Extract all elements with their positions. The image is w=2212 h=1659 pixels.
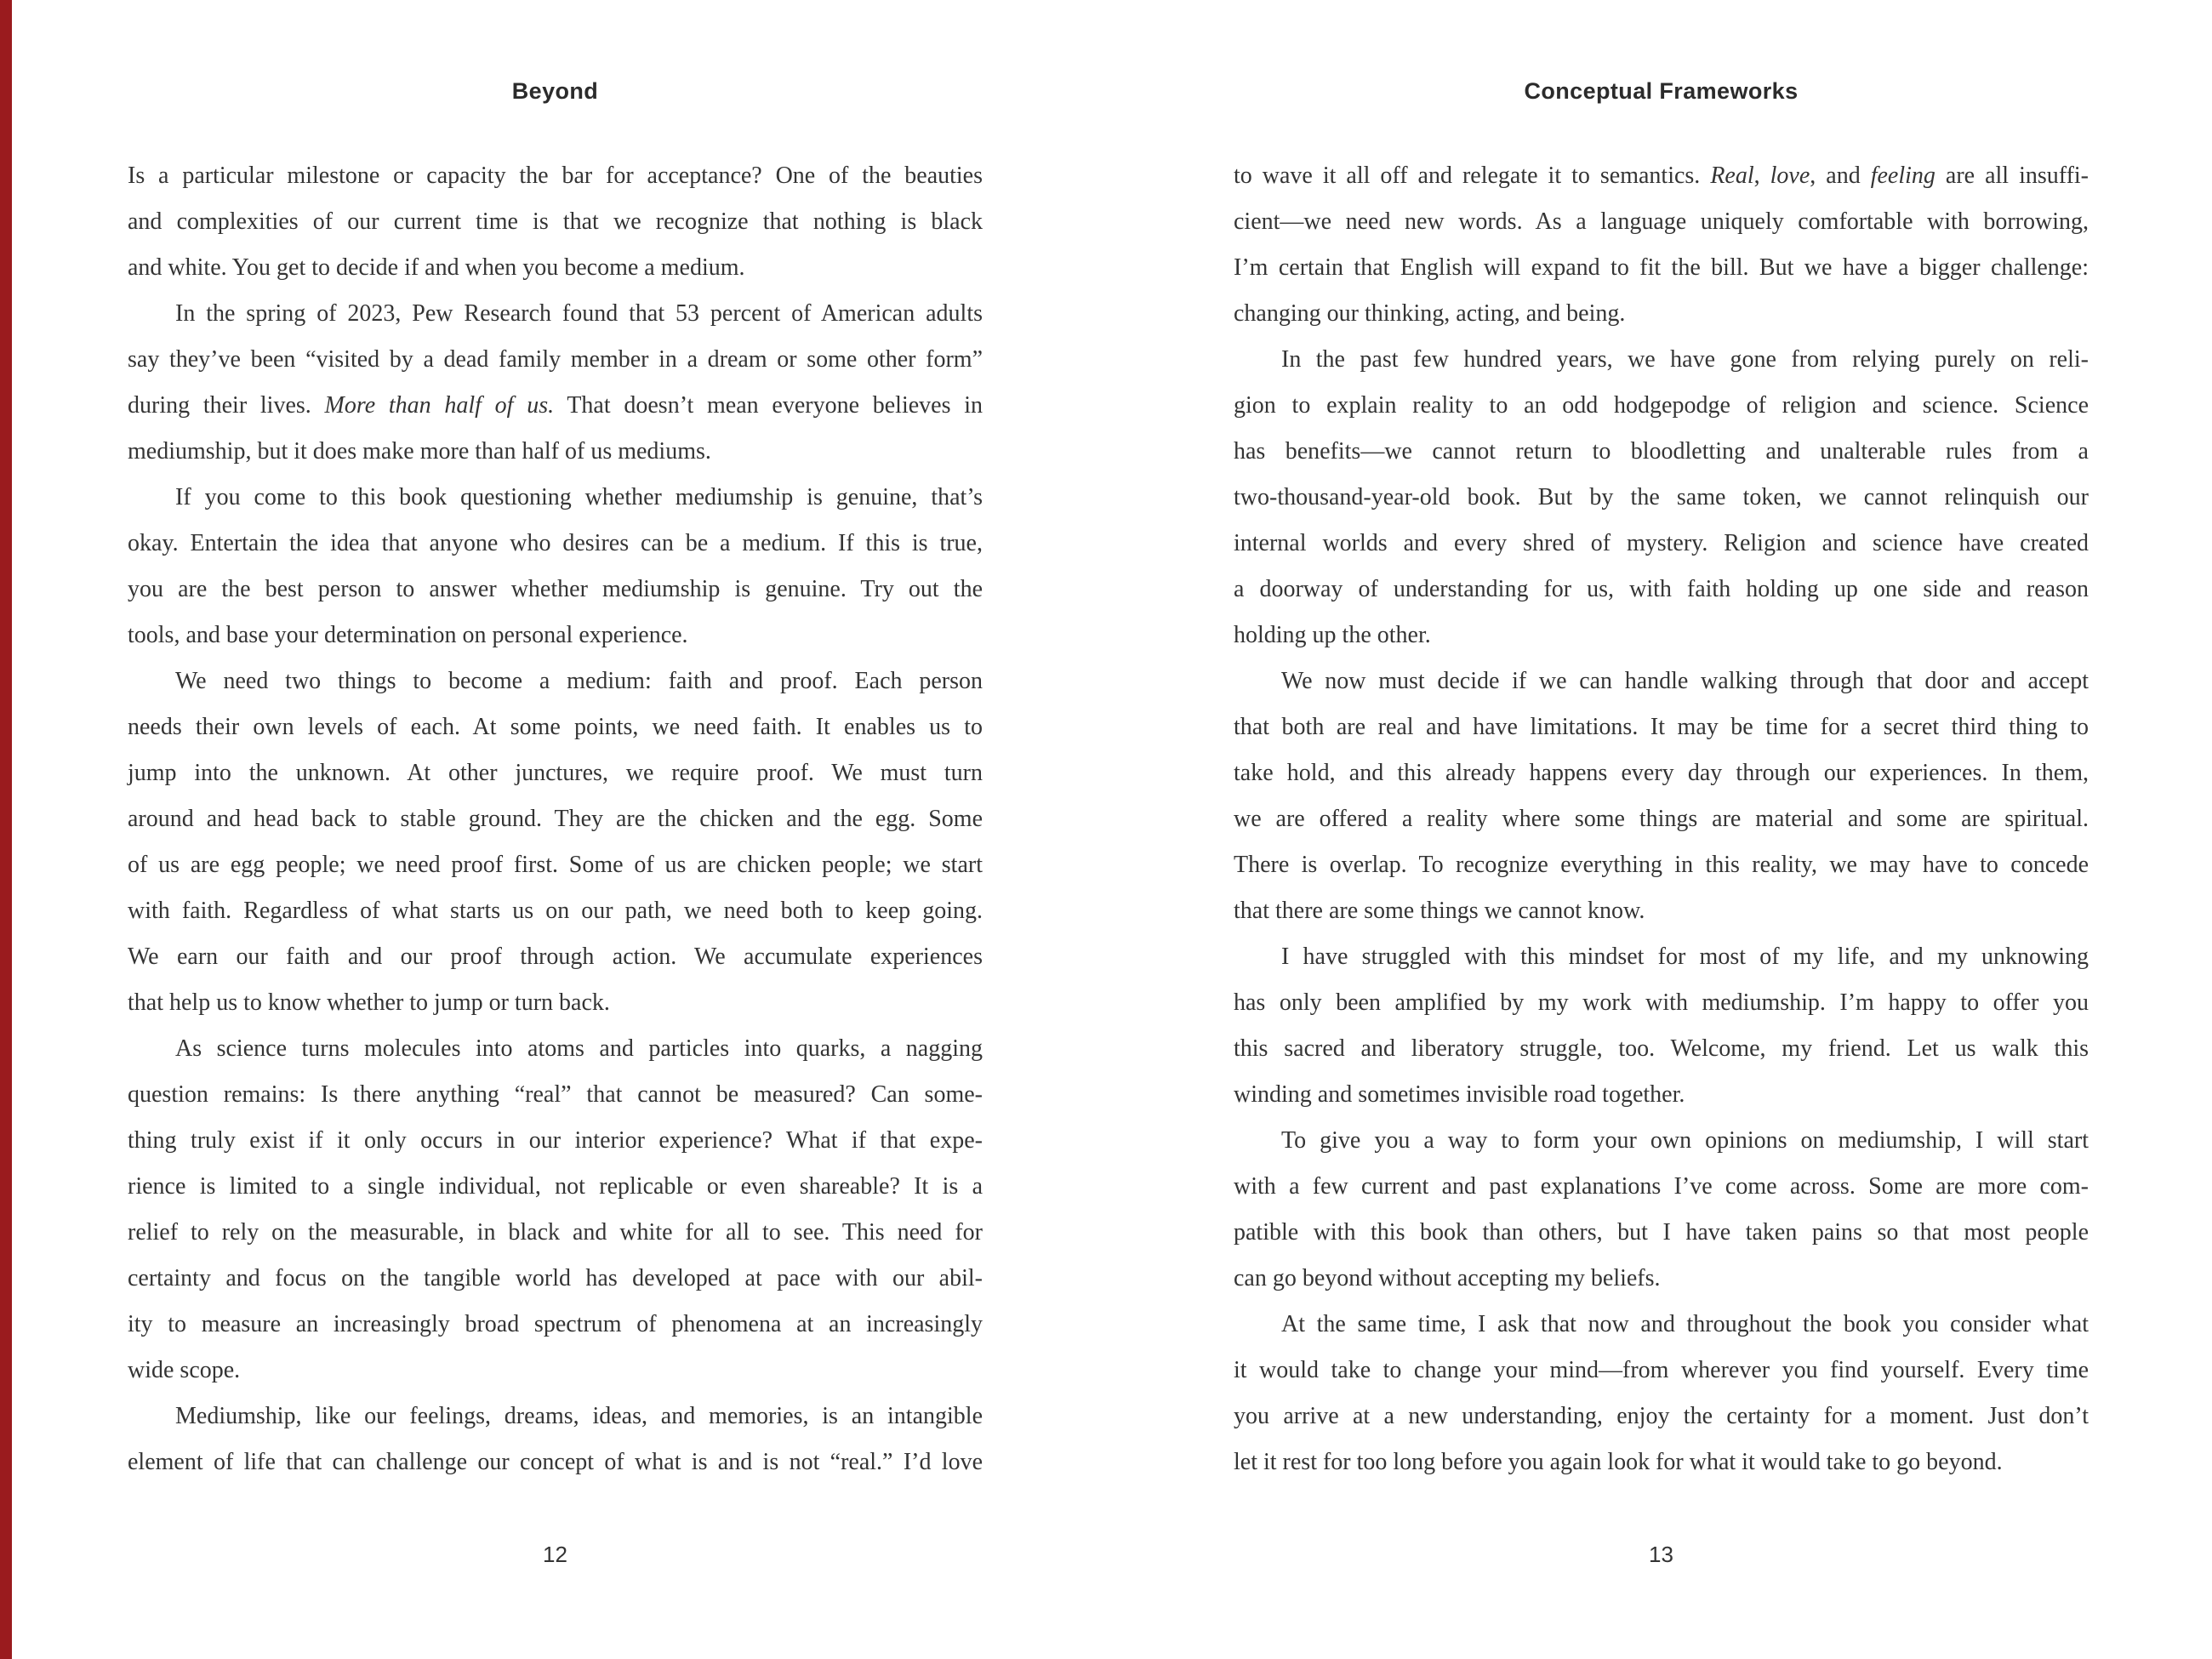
- text-line: I’m certain that English will expand to fit the bill. But we have a bigger challenge:: [1234, 254, 2089, 281]
- text-line: okay. Entertain the idea that anyone who desires can be a medium. If this is true,: [128, 530, 983, 556]
- text-line: to wave it all off and relegate it to semantics. Real, love, and feeling are all insuffi-: [1234, 162, 2089, 189]
- paragraph: [1234, 1118, 2089, 1302]
- text-line: We now must decide if we can handle walking through that door and accept: [1281, 668, 2089, 694]
- paragraph: [1234, 934, 2089, 1118]
- text-line: In the past few hundred years, we have gone from relying purely on reli-: [1281, 346, 2089, 373]
- text-line: of us are egg people; we need proof first. Some of us are chicken people; we start: [128, 852, 983, 878]
- text-line: with faith. Regardless of what starts us on our path, we need both to keep going.: [128, 898, 983, 924]
- text-line: Is a particular milestone or capacity the bar for acceptance? One of the beauties: [128, 162, 983, 189]
- running-header-left: Beyond: [511, 78, 599, 104]
- text-column-left: [128, 153, 983, 1485]
- text-line: you are the best person to answer whether mediumship is genuine. Try out the: [128, 576, 983, 602]
- paragraph: [1234, 1302, 2089, 1485]
- page-number-left: 12: [543, 1542, 567, 1567]
- text-line: with a few current and past explanations I’ve come across. Some are more com-: [1234, 1173, 2089, 1200]
- text-line: and complexities of our current time is that we recognize that nothing is black: [128, 208, 983, 235]
- text-line: patible with this book than others, but I have taken pains so that most people: [1234, 1219, 2089, 1246]
- text-line: say they’ve been “visited by a dead family member in a dream or some other form”: [128, 346, 983, 373]
- text-line: tools, and base your determination on personal experience.: [128, 622, 688, 648]
- text-line: question remains: Is there anything “real” that cannot be measured? Can some-: [128, 1081, 983, 1108]
- text-line: We need two things to become a medium: faith and proof. Each person: [175, 668, 983, 694]
- text-line: that there are some things we cannot know.: [1234, 898, 1645, 924]
- text-line: that help us to know whether to jump or turn back.: [128, 989, 610, 1016]
- text-line: As science turns molecules into atoms and particles into quarks, a nagging: [175, 1035, 983, 1062]
- paragraph: [1234, 337, 2089, 658]
- paragraph: [1234, 658, 2089, 934]
- text-line: needs their own levels of each. At some points, we need faith. It enables us to: [128, 714, 983, 740]
- text-line: In the spring of 2023, Pew Research found that 53 percent of American adults: [175, 300, 983, 327]
- text-line: thing truly exist if it only occurs in our interior experience? What if that expe-: [128, 1127, 983, 1154]
- text-line: If you come to this book questioning whether mediumship is genuine, that’s: [175, 484, 983, 510]
- text-line: element of life that can challenge our concept of what is and is not “real.” I’d love: [128, 1449, 983, 1475]
- text-line: let it rest for too long before you again look for what it would take to go beyond.: [1234, 1449, 2003, 1475]
- text-line: We earn our faith and our proof through action. We accumulate experiences: [128, 944, 983, 970]
- text-line: winding and sometimes invisible road together.: [1234, 1081, 1685, 1108]
- text-line: around and head back to stable ground. They are the chicken and the egg. Some: [128, 806, 983, 832]
- text-line: that both are real and have limitations. It may be time for a secret third thing to: [1234, 714, 2089, 740]
- running-header-right: Conceptual Frameworks: [1524, 78, 1799, 104]
- text-line: jump into the unknown. At other junctures, we require proof. We must turn: [128, 760, 983, 786]
- text-line: can go beyond without accepting my beliefs.: [1234, 1265, 1661, 1291]
- text-line: mediumship, but it does make more than half of us mediums.: [128, 438, 711, 465]
- text-line: gion to explain reality to an odd hodgepodge of religion and science. Science: [1234, 392, 2089, 419]
- text-line: this sacred and liberatory struggle, too. Welcome, my friend. Let us walk this: [1234, 1035, 2089, 1062]
- text-line: internal worlds and every shred of mystery. Religion and science have created: [1234, 530, 2089, 556]
- text-line: holding up the other.: [1234, 622, 1431, 648]
- text-line: you arrive at a new understanding, enjoy the certainty for a moment. Just don’t: [1234, 1403, 2089, 1429]
- text-line: during their lives. More than half of us. That doesn’t mean everyone believes in: [128, 392, 983, 419]
- text-line: To give you a way to form your own opinions on mediumship, I will start: [1281, 1127, 2089, 1154]
- text-line: certainty and focus on the tangible world has developed at pace with our abil-: [128, 1265, 983, 1291]
- page-right: [1106, 0, 2212, 1659]
- text-line: changing our thinking, acting, and being.: [1234, 300, 1626, 327]
- text-line: I have struggled with this mindset for most of my life, and my unknowing: [1281, 944, 2089, 970]
- text-column-right: [1234, 153, 2089, 1485]
- text-line: has benefits—we cannot return to bloodletting and unalterable rules from a: [1234, 438, 2089, 465]
- text-line: a doorway of understanding for us, with faith holding up one side and reason: [1234, 576, 2089, 602]
- paragraph: [1234, 153, 2089, 337]
- text-line: relief to rely on the measurable, in black and white for all to see. This need for: [128, 1219, 983, 1246]
- text-line: Mediumship, like our feelings, dreams, ideas, and memories, is an intangible: [175, 1403, 983, 1429]
- page-number-right: 13: [1649, 1542, 1673, 1567]
- paragraph: [128, 658, 983, 1026]
- text-line: has only been amplified by my work with mediumship. I’m happy to offer you: [1234, 989, 2089, 1016]
- text-line: ity to measure an increasingly broad spectrum of phenomena at an increasingly: [128, 1311, 983, 1337]
- text-line: it would take to change your mind—from wherever you find yourself. Every time: [1234, 1357, 2089, 1383]
- text-line: wide scope.: [128, 1357, 241, 1383]
- text-line: rience is limited to a single individual, not replicable or even shareable? It is a: [128, 1173, 983, 1200]
- paragraph: [128, 1026, 983, 1394]
- paragraph: [128, 291, 983, 475]
- text-line: At the same time, I ask that now and throughout the book you consider what: [1281, 1311, 2089, 1337]
- text-line: cient—we need new words. As a language uniquely comfortable with borrowing,: [1234, 208, 2089, 235]
- paragraph: [128, 475, 983, 658]
- text-line: we are offered a reality where some things are material and some are spiritual.: [1234, 806, 2089, 832]
- text-line: two-thousand-year-old book. But by the same token, we cannot relinquish our: [1234, 484, 2089, 510]
- text-line: There is overlap. To recognize everything in this reality, we may have to concede: [1234, 852, 2089, 878]
- text-line: and white. You get to decide if and when you become a medium.: [128, 254, 745, 281]
- text-line: take hold, and this already happens every day through our experiences. In them,: [1234, 760, 2089, 786]
- paragraph: [128, 1394, 983, 1485]
- paragraph: [128, 153, 983, 291]
